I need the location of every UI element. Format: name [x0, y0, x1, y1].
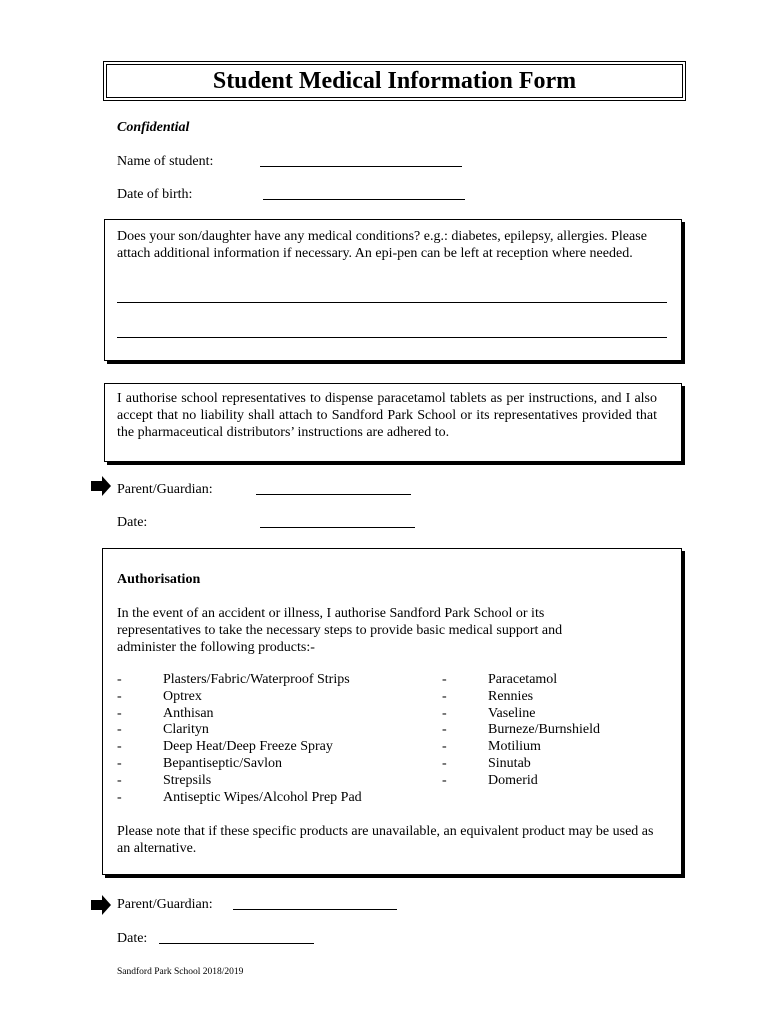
list-item: - Sinutab: [442, 755, 531, 771]
confidential-label: Confidential: [117, 120, 190, 135]
page-title: Student Medical Information Form: [103, 61, 686, 101]
products-left-list: [117, 672, 362, 806]
list-item: - Antiseptic Wipes/Alcohol Prep Pad: [117, 789, 362, 805]
date-label-1: Date:: [117, 515, 148, 530]
parent-guardian-field-2[interactable]: [233, 909, 397, 910]
list-item: - Strepsils: [117, 772, 212, 788]
parent-guardian-field-1[interactable]: [256, 494, 411, 495]
parent-guardian-label-2: Parent/Guardian:: [117, 897, 213, 912]
authorisation-heading: Authorisation: [117, 572, 201, 587]
list-item: - Burneze/Burnshield: [442, 722, 600, 738]
paracetamol-consent-box: [104, 383, 682, 462]
medical-conditions-question: Does your son/daughter have any medical conditions? e.g.: diabetes, epilepsy, allergies. Please attach additional information if necessary. An epi-pen can be left at reception where needed.: [117, 229, 647, 261]
list-item: - Deep Heat/Deep Freeze Spray: [117, 739, 333, 755]
list-item: - Paracetamol: [442, 672, 558, 687]
list-item: - Motilium: [442, 739, 541, 755]
name-of-student-label: Name of student:: [117, 154, 214, 169]
authorisation-box: [102, 548, 682, 875]
date-label-2: Date:: [117, 931, 148, 946]
list-item: - Rennies: [442, 688, 534, 704]
products-right-list: [442, 672, 600, 790]
date-field-1[interactable]: [260, 527, 415, 528]
date-field-2[interactable]: [159, 943, 314, 944]
name-of-student-field[interactable]: [260, 166, 462, 167]
medical-conditions-box: [104, 219, 682, 361]
medical-conditions-line-1[interactable]: [117, 302, 667, 303]
list-item: - Anthisan: [117, 705, 214, 721]
date-of-birth-label: Date of birth:: [117, 187, 193, 202]
right-arrow-icon: [91, 476, 111, 496]
parent-guardian-label-1: Parent/Guardian:: [117, 482, 213, 497]
list-item: - Domerid: [442, 772, 538, 788]
list-item: - Optrex: [117, 688, 202, 704]
date-of-birth-field[interactable]: [263, 199, 465, 200]
right-arrow-icon: [91, 895, 111, 915]
list-item: - Plasters/Fabric/Waterproof Strips: [117, 672, 350, 687]
paracetamol-consent-text: I authorise school representatives to dispense paracetamol tablets as per instructions, and I also accept that no liability shall attach to Sandford Park School or its representatives provided that the pharmaceutical distributors’ instructions are adhered to.: [117, 391, 657, 440]
authorisation-intro: In the event of an accident or illness, I authorise Sandford Park School or its representatives to take the necessary steps to provide basic medical support and administer the following products:-: [117, 606, 563, 655]
authorisation-note: Please note that if these specific products are unavailable, an equivalent product may be used as an alternative.: [117, 824, 654, 856]
footer-text: Sandford Park School 2018/2019: [117, 967, 244, 977]
list-item: - Vaseline: [442, 705, 536, 721]
list-item: - Bepantiseptic/Savlon: [117, 755, 282, 771]
list-item: - Clarityn: [117, 722, 209, 738]
medical-conditions-line-2[interactable]: [117, 337, 667, 338]
